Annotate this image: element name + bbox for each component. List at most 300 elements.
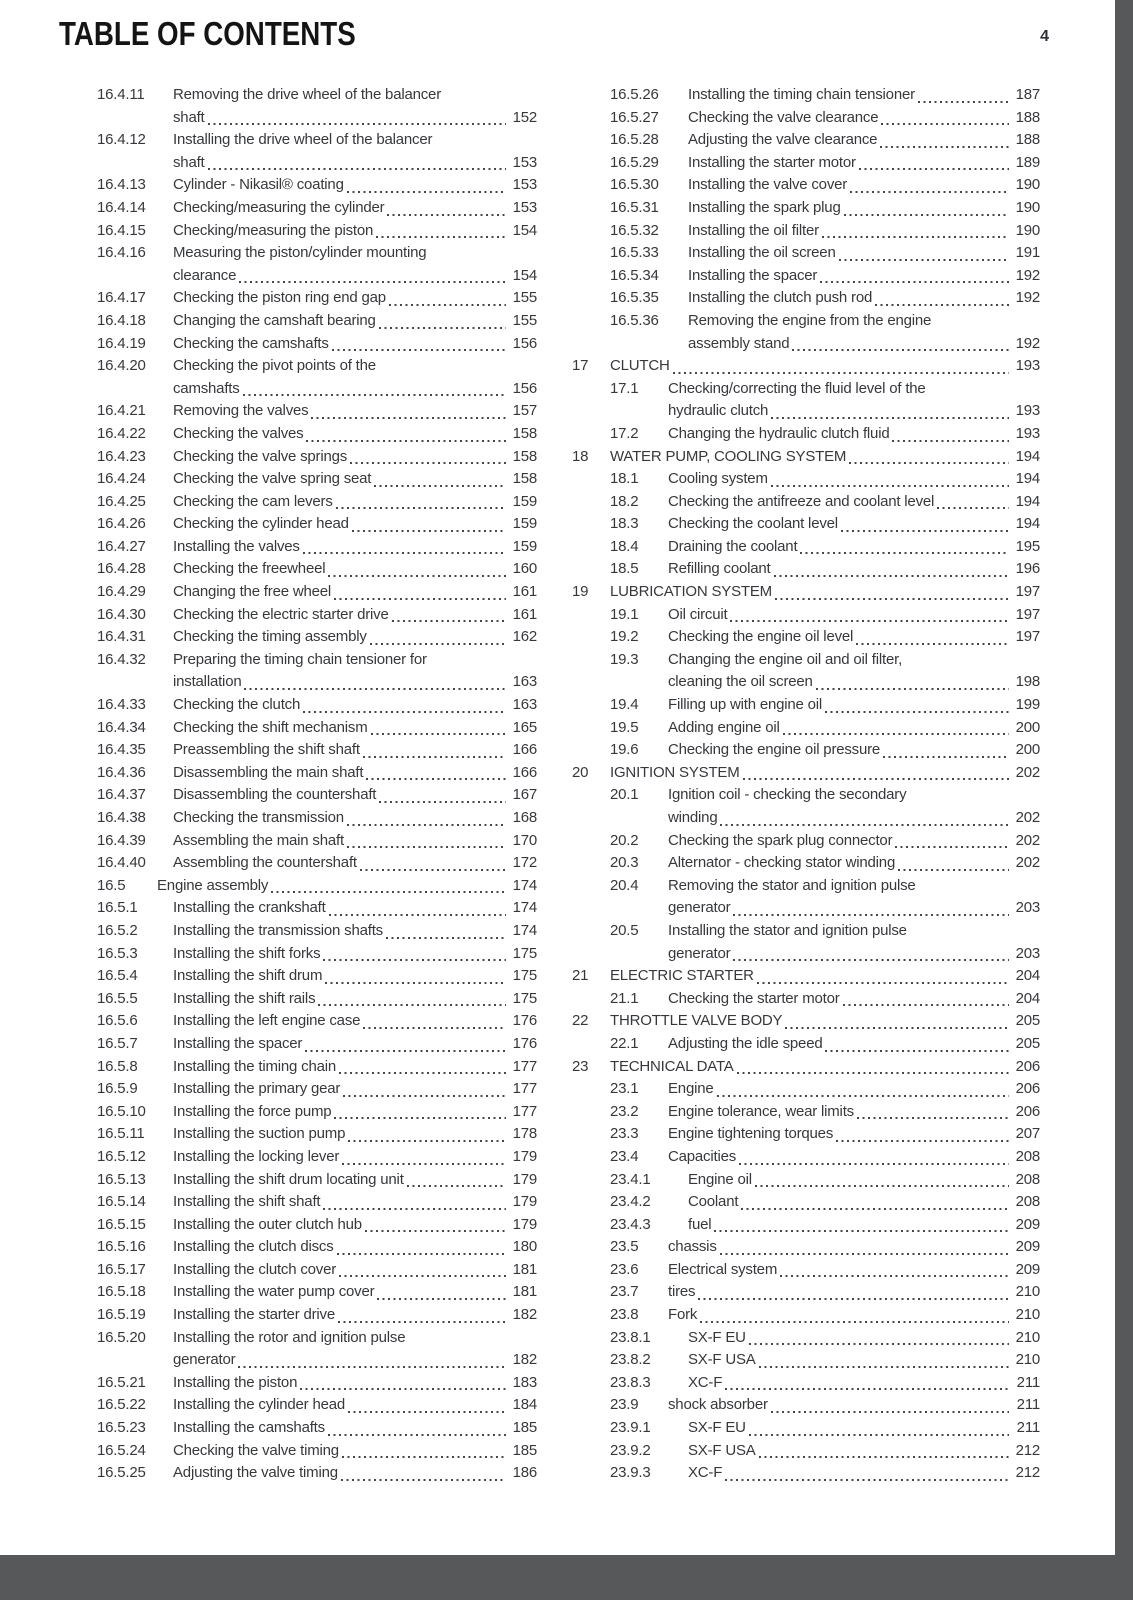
page-border-bottom bbox=[0, 1555, 1133, 1600]
toc-entry[interactable] bbox=[97, 897, 537, 920]
toc-entry[interactable] bbox=[572, 536, 1040, 559]
toc-entry-body bbox=[688, 197, 1040, 220]
toc-entry-body bbox=[610, 1056, 1040, 1079]
toc-entry-body bbox=[173, 1078, 537, 1101]
toc-entry-page: 163 bbox=[512, 673, 537, 691]
toc-entry[interactable] bbox=[97, 943, 537, 966]
toc-leader-dots bbox=[348, 1411, 506, 1413]
toc-leader-dots bbox=[238, 1366, 506, 1368]
toc-entry[interactable] bbox=[572, 1372, 1040, 1395]
toc-entry-page: 206 bbox=[1015, 1057, 1040, 1075]
toc-entry[interactable] bbox=[572, 220, 1040, 243]
toc-entry[interactable] bbox=[572, 988, 1040, 1011]
toc-entry-title: Changing the camshaft bearing bbox=[173, 311, 376, 329]
toc-entry[interactable] bbox=[572, 1169, 1040, 1192]
toc-entry-body bbox=[668, 513, 1040, 536]
toc-entry[interactable] bbox=[97, 1146, 537, 1169]
toc-entry[interactable] bbox=[572, 830, 1040, 853]
toc-entry[interactable] bbox=[572, 604, 1040, 627]
toc-entry-body bbox=[688, 310, 1040, 355]
toc-leader-dots bbox=[332, 349, 506, 351]
toc-entry[interactable] bbox=[572, 875, 1040, 920]
toc-entry-number: 16.5.16 bbox=[97, 1238, 146, 1256]
toc-entry-body bbox=[668, 1394, 1040, 1417]
toc-entry[interactable] bbox=[97, 1372, 537, 1395]
toc-entry[interactable] bbox=[572, 1394, 1040, 1417]
toc-entry-number: 23.8.2 bbox=[610, 1351, 651, 1369]
toc-leader-dots bbox=[342, 1456, 506, 1458]
toc-entry[interactable] bbox=[572, 468, 1040, 491]
toc-entry[interactable] bbox=[572, 1417, 1040, 1440]
toc-entry-title: Installing the clutch cover bbox=[173, 1260, 337, 1278]
toc-entry-number: 16.5 bbox=[97, 876, 126, 894]
toc-entry[interactable] bbox=[572, 1214, 1040, 1237]
toc-entry-body bbox=[173, 897, 537, 920]
toc-entry-title-line: Removing the drive wheel of the balancer bbox=[173, 86, 441, 103]
toc-leader-dots bbox=[918, 101, 1009, 103]
toc-entry[interactable] bbox=[97, 1078, 537, 1101]
toc-entry[interactable] bbox=[97, 310, 537, 333]
toc-entry[interactable] bbox=[97, 717, 537, 740]
toc-entry-title: Installing the crankshaft bbox=[173, 899, 326, 917]
toc-leader-dots bbox=[339, 1275, 506, 1277]
toc-entry-title: generator bbox=[173, 1351, 236, 1369]
toc-entry[interactable] bbox=[572, 694, 1040, 717]
toc-entry-number: 19.4 bbox=[610, 696, 639, 714]
toc-entry-title: winding bbox=[668, 809, 718, 826]
toc-entry-number: 20.3 bbox=[610, 854, 639, 872]
toc-entry[interactable] bbox=[572, 1146, 1040, 1169]
toc-entry[interactable] bbox=[97, 287, 537, 310]
toc-entry[interactable] bbox=[97, 1281, 537, 1304]
toc-entry-body bbox=[173, 220, 537, 243]
toc-entry-title: Installing the outer clutch hub bbox=[173, 1215, 362, 1233]
toc-entry[interactable] bbox=[97, 852, 537, 875]
toc-entry[interactable] bbox=[572, 107, 1040, 130]
toc-entry-title: Installing the cylinder head bbox=[173, 1396, 346, 1414]
toc-leader-dots bbox=[305, 1050, 506, 1052]
toc-entry-page: 194 bbox=[1015, 492, 1040, 510]
toc-entry[interactable] bbox=[572, 152, 1040, 175]
toc-entry[interactable] bbox=[572, 965, 1040, 988]
toc-entry[interactable] bbox=[572, 626, 1040, 649]
toc-entry[interactable] bbox=[572, 446, 1040, 469]
toc-entry-page: 192 bbox=[1015, 266, 1040, 284]
toc-entry-title: Installing the clutch discs bbox=[173, 1238, 334, 1256]
toc-leader-dots bbox=[303, 552, 506, 554]
toc-entry-page: 162 bbox=[512, 628, 537, 646]
toc-entry[interactable] bbox=[572, 1078, 1040, 1101]
toc-entry[interactable] bbox=[572, 491, 1040, 514]
toc-entry[interactable] bbox=[97, 875, 537, 898]
toc-entry[interactable] bbox=[572, 1191, 1040, 1214]
toc-entry-body bbox=[668, 852, 1040, 875]
toc-entry-body bbox=[173, 1169, 537, 1192]
toc-entry-page: 209 bbox=[1015, 1238, 1040, 1256]
toc-entry-number: 16.5.18 bbox=[97, 1283, 146, 1301]
toc-leader-dots bbox=[836, 1140, 1009, 1142]
toc-entry[interactable] bbox=[97, 1123, 537, 1146]
toc-entry[interactable] bbox=[97, 423, 537, 446]
toc-entry[interactable] bbox=[97, 242, 537, 287]
toc-entry[interactable] bbox=[97, 1259, 537, 1282]
page-border-right bbox=[1115, 0, 1133, 1600]
toc-entry[interactable] bbox=[97, 1327, 537, 1372]
toc-entry-number: 16.5.25 bbox=[97, 1464, 146, 1482]
toc-leader-dots bbox=[328, 575, 506, 577]
toc-entry-page: 205 bbox=[1015, 1012, 1040, 1030]
toc-entry[interactable] bbox=[572, 265, 1040, 288]
toc-entry-page: 206 bbox=[1015, 1080, 1040, 1098]
toc-entry-body bbox=[668, 423, 1040, 446]
toc-entry-body bbox=[173, 830, 537, 853]
toc-entry-body bbox=[668, 491, 1040, 514]
toc-entry[interactable] bbox=[97, 491, 537, 514]
toc-entry[interactable] bbox=[97, 1191, 537, 1214]
toc-leader-dots bbox=[717, 1095, 1009, 1097]
toc-entry-body bbox=[610, 1010, 1040, 1033]
toc-leader-dots bbox=[785, 1027, 1009, 1029]
toc-leader-dots bbox=[857, 1117, 1009, 1119]
toc-entry-title: installation bbox=[173, 673, 242, 691]
toc-entry-number: 16.5.36 bbox=[610, 311, 659, 329]
toc-entry[interactable] bbox=[97, 174, 537, 197]
toc-entry-page: 211 bbox=[1016, 1373, 1040, 1391]
toc-entry[interactable] bbox=[97, 333, 537, 356]
toc-entry-body bbox=[688, 220, 1040, 243]
toc-entry-body bbox=[173, 513, 537, 536]
toc-entry[interactable] bbox=[572, 129, 1040, 152]
toc-entry-title: Checking the cam levers bbox=[173, 492, 333, 510]
toc-entry[interactable] bbox=[97, 988, 537, 1011]
toc-entry-title: shaft bbox=[173, 153, 205, 171]
toc-entry-number: 16.5.9 bbox=[97, 1080, 138, 1098]
toc-leader-dots bbox=[243, 394, 506, 396]
toc-entry-body bbox=[668, 604, 1040, 627]
toc-leader-dots bbox=[376, 236, 506, 238]
toc-entry[interactable] bbox=[97, 762, 537, 785]
toc-entry-body bbox=[173, 1010, 537, 1033]
toc-entry[interactable] bbox=[97, 355, 537, 400]
toc-entry[interactable] bbox=[572, 355, 1040, 378]
toc-entry-title: Changing the hydraulic clutch fluid bbox=[668, 424, 890, 442]
toc-entry-page: 200 bbox=[1015, 741, 1040, 759]
toc-entry[interactable] bbox=[572, 1056, 1040, 1079]
toc-entry-body bbox=[173, 1214, 537, 1237]
toc-entry-body bbox=[173, 807, 537, 830]
toc-leader-dots bbox=[741, 1208, 1009, 1210]
toc-entry-number: 16.4.39 bbox=[97, 831, 146, 849]
toc-entry[interactable] bbox=[97, 694, 537, 717]
toc-entry-page: 192 bbox=[1015, 334, 1040, 352]
toc-entry-title: Adjusting the valve clearance bbox=[688, 131, 878, 149]
toc-leader-dots bbox=[347, 824, 506, 826]
toc-entry-page: 210 bbox=[1015, 1351, 1040, 1369]
toc-leader-dots bbox=[733, 959, 1009, 961]
toc-entry[interactable] bbox=[97, 1056, 537, 1079]
toc-leader-dots bbox=[780, 1275, 1009, 1277]
page-number: 4 bbox=[1040, 28, 1049, 45]
toc-entry-title-line: Removing the engine from the engine bbox=[688, 311, 932, 329]
toc-entry-number: 16.4.18 bbox=[97, 311, 146, 329]
toc-entry[interactable] bbox=[97, 1010, 537, 1033]
toc-entry[interactable] bbox=[572, 1327, 1040, 1350]
toc-leader-dots bbox=[771, 417, 1009, 419]
toc-entry-page: 153 bbox=[512, 153, 537, 171]
toc-entry-number: 16.5.34 bbox=[610, 266, 659, 284]
toc-entry[interactable] bbox=[97, 1304, 537, 1327]
toc-entry-title-line: Removing the stator and ignition pulse bbox=[668, 876, 916, 894]
toc-entry-title: Installing the shift rails bbox=[173, 989, 316, 1007]
toc-leader-dots bbox=[774, 575, 1010, 577]
toc-leader-dots bbox=[336, 507, 506, 509]
toc-entry[interactable] bbox=[572, 852, 1040, 875]
toc-entry[interactable] bbox=[97, 649, 537, 694]
toc-entry-page: 203 bbox=[1015, 899, 1040, 917]
toc-entry-page: 181 bbox=[512, 1260, 537, 1278]
toc-entry-number: 19.3 bbox=[610, 650, 639, 668]
toc-entry-page: 177 bbox=[512, 1080, 537, 1098]
toc-entry[interactable] bbox=[572, 581, 1040, 604]
toc-entry-page: 158 bbox=[512, 470, 537, 488]
toc-entry-number: 16.4.23 bbox=[97, 447, 146, 465]
toc-entry[interactable] bbox=[572, 287, 1040, 310]
toc-entry[interactable] bbox=[572, 762, 1040, 785]
toc-leader-dots bbox=[208, 168, 506, 170]
toc-entry[interactable] bbox=[97, 1033, 537, 1056]
toc-entry[interactable] bbox=[97, 1394, 537, 1417]
toc-entry-page: 183 bbox=[512, 1373, 537, 1391]
toc-entry-title: Checking the shift mechanism bbox=[173, 718, 368, 736]
toc-entry[interactable] bbox=[572, 1033, 1040, 1056]
toc-entry-title: Installing the timing chain bbox=[173, 1057, 337, 1075]
toc-entry-body bbox=[688, 242, 1040, 265]
toc-entry[interactable] bbox=[97, 400, 537, 423]
toc-leader-dots bbox=[783, 733, 1009, 735]
toc-entry[interactable] bbox=[97, 129, 537, 174]
toc-entry[interactable] bbox=[97, 84, 537, 129]
toc-entry[interactable] bbox=[572, 1236, 1040, 1259]
toc-entry[interactable] bbox=[97, 197, 537, 220]
toc-entry-title: IGNITION SYSTEM bbox=[610, 763, 740, 781]
toc-entry-title: Installing the spacer bbox=[688, 266, 818, 284]
toc-entry[interactable] bbox=[97, 513, 537, 536]
toc-entry-body bbox=[668, 1078, 1040, 1101]
toc-entry-page: 159 bbox=[512, 492, 537, 510]
toc-leader-dots bbox=[389, 304, 506, 306]
toc-entry[interactable] bbox=[97, 446, 537, 469]
toc-leader-dots bbox=[323, 1208, 506, 1210]
toc-entry-number: 16.4.11 bbox=[97, 86, 145, 103]
toc-entry[interactable] bbox=[97, 1462, 537, 1485]
toc-entry-title: fuel bbox=[688, 1215, 712, 1233]
toc-entry[interactable] bbox=[97, 536, 537, 559]
toc-leader-dots bbox=[841, 530, 1009, 532]
toc-entry-title: Installing the shift drum bbox=[173, 967, 323, 985]
toc-entry[interactable] bbox=[572, 1123, 1040, 1146]
toc-entry-page: 210 bbox=[1015, 1306, 1040, 1324]
toc-entry-body bbox=[173, 355, 537, 400]
toc-entry-page: 181 bbox=[512, 1283, 537, 1301]
toc-entry[interactable] bbox=[97, 1417, 537, 1440]
toc-entry-number: 23.5 bbox=[610, 1238, 639, 1256]
toc-entry[interactable] bbox=[97, 830, 537, 853]
toc-entry-page: 155 bbox=[512, 289, 537, 307]
toc-entry-page: 197 bbox=[1015, 628, 1040, 646]
toc-entry[interactable] bbox=[572, 717, 1040, 740]
toc-entry-number: 20.4 bbox=[610, 876, 639, 894]
toc-entry[interactable] bbox=[97, 1101, 537, 1124]
toc-entry-number: 16.4.31 bbox=[97, 628, 146, 646]
toc-entry-number: 23.4.2 bbox=[610, 1193, 651, 1211]
toc-entry-number: 23.9 bbox=[610, 1396, 639, 1414]
toc-entry[interactable] bbox=[572, 784, 1040, 829]
toc-entry[interactable] bbox=[572, 1462, 1040, 1485]
toc-entry-title-line: Installing the rotor and ignition pulse bbox=[173, 1328, 406, 1346]
toc-entry-number: 18.1 bbox=[610, 470, 639, 488]
toc-entry[interactable] bbox=[97, 468, 537, 491]
toc-entry-body bbox=[688, 107, 1040, 130]
toc-entry[interactable] bbox=[572, 1304, 1040, 1327]
toc-entry-number: 20.5 bbox=[610, 921, 639, 939]
toc-leader-dots bbox=[339, 1072, 506, 1074]
toc-entry-title: Checking/measuring the cylinder bbox=[173, 198, 385, 216]
toc-entry[interactable] bbox=[97, 1440, 537, 1463]
toc-entry-page: 186 bbox=[512, 1464, 537, 1482]
toc-entry-page: 158 bbox=[512, 424, 537, 442]
toc-entry[interactable] bbox=[572, 1259, 1040, 1282]
toc-entry[interactable] bbox=[572, 84, 1040, 107]
toc-entry[interactable] bbox=[572, 378, 1040, 423]
toc-entry-title: WATER PUMP, COOLING SYSTEM bbox=[610, 447, 847, 465]
toc-entry[interactable] bbox=[572, 310, 1040, 355]
toc-entry-number: 16.4.17 bbox=[97, 289, 146, 307]
toc-entry-number: 16.5.2 bbox=[97, 921, 138, 939]
toc-entry-title: Installing the transmission shafts bbox=[173, 921, 383, 939]
toc-entry[interactable] bbox=[97, 581, 537, 604]
toc-entry-number: 23.9.3 bbox=[610, 1464, 651, 1482]
toc-entry-page: 158 bbox=[512, 447, 537, 465]
toc-entry-body bbox=[173, 1033, 537, 1056]
toc-entry-page: 176 bbox=[512, 1034, 537, 1052]
toc-entry-body bbox=[173, 762, 537, 785]
toc-leader-dots bbox=[737, 1072, 1009, 1074]
toc-entry[interactable] bbox=[572, 649, 1040, 694]
toc-entry-number: 23.8 bbox=[610, 1306, 639, 1324]
toc-entry[interactable] bbox=[572, 920, 1040, 965]
toc-entry-title: Cooling system bbox=[668, 470, 768, 488]
toc-entry-number: 16.4.40 bbox=[97, 854, 146, 872]
toc-entry[interactable] bbox=[97, 739, 537, 762]
toc-entry-number: 23.4.3 bbox=[610, 1215, 651, 1233]
toc-entry[interactable] bbox=[572, 513, 1040, 536]
toc-entry-title-line: Checking/correcting the fluid level of the bbox=[668, 379, 926, 397]
toc-entry[interactable] bbox=[97, 965, 537, 988]
toc-entry[interactable] bbox=[97, 558, 537, 581]
toc-entry[interactable] bbox=[572, 1281, 1040, 1304]
toc-entry-page: 168 bbox=[512, 809, 537, 826]
toc-entry-body bbox=[668, 830, 1040, 853]
toc-entry-number: 16.4.35 bbox=[97, 741, 146, 759]
toc-entry-page: 202 bbox=[1015, 831, 1040, 849]
toc-entry[interactable] bbox=[97, 604, 537, 627]
toc-entry[interactable] bbox=[572, 739, 1040, 762]
toc-entry-page: 200 bbox=[1015, 718, 1040, 736]
toc-entry-body bbox=[173, 965, 537, 988]
toc-entry[interactable] bbox=[97, 220, 537, 243]
toc-leader-dots bbox=[839, 259, 1009, 261]
toc-entry-body bbox=[173, 604, 537, 627]
toc-entry[interactable] bbox=[572, 242, 1040, 265]
toc-leader-dots bbox=[700, 1321, 1009, 1323]
toc-entry[interactable] bbox=[572, 558, 1040, 581]
toc-entry-title: Installing the starter drive bbox=[173, 1306, 335, 1324]
toc-entry-title: Adjusting the idle speed bbox=[668, 1034, 823, 1052]
toc-entry-title: Assembling the countershaft bbox=[173, 854, 357, 872]
toc-entry[interactable] bbox=[572, 1440, 1040, 1463]
toc-entry-body bbox=[668, 558, 1040, 581]
toc-entry-page: 188 bbox=[1015, 131, 1040, 149]
toc-leader-dots bbox=[820, 281, 1009, 283]
toc-entry-body bbox=[173, 649, 537, 694]
toc-entry-body bbox=[610, 965, 1040, 988]
toc-entry-title: Preassembling the shift shaft bbox=[173, 741, 360, 759]
toc-entry-title: Checking the valves bbox=[173, 424, 304, 442]
toc-entry-body bbox=[173, 1146, 537, 1169]
toc-entry[interactable] bbox=[572, 1101, 1040, 1124]
toc-entry-body bbox=[668, 1101, 1040, 1124]
toc-entry-page: 178 bbox=[512, 1125, 537, 1143]
toc-leader-dots bbox=[386, 937, 506, 939]
toc-entry-title: Alternator - checking stator winding bbox=[668, 854, 896, 872]
toc-entry-body bbox=[688, 152, 1040, 175]
toc-entry[interactable] bbox=[572, 197, 1040, 220]
toc-entry-number: 16.5.10 bbox=[97, 1102, 146, 1120]
toc-entry[interactable] bbox=[97, 807, 537, 830]
toc-entry[interactable] bbox=[97, 1214, 537, 1237]
toc-entry[interactable] bbox=[572, 423, 1040, 446]
toc-entry-body bbox=[173, 536, 537, 559]
toc-entry-body bbox=[157, 875, 537, 898]
toc-entry[interactable] bbox=[97, 784, 537, 807]
toc-entry-number: 16.4.34 bbox=[97, 718, 146, 736]
toc-entry-number: 16.5.15 bbox=[97, 1215, 146, 1233]
toc-entry-page: 202 bbox=[1015, 854, 1040, 872]
toc-entry-page: 175 bbox=[512, 944, 537, 962]
toc-leader-dots bbox=[822, 236, 1009, 238]
toc-entry[interactable] bbox=[572, 1349, 1040, 1372]
toc-entry[interactable] bbox=[572, 1010, 1040, 1033]
toc-entry[interactable] bbox=[97, 920, 537, 943]
toc-entry-page: 175 bbox=[512, 989, 537, 1007]
toc-entry-body bbox=[668, 1146, 1040, 1169]
toc-entry-title: Installing the shift shaft bbox=[173, 1193, 321, 1211]
toc-entry-number: 23 bbox=[572, 1057, 589, 1075]
toc-entry-number: 16.5.11 bbox=[97, 1125, 145, 1143]
toc-entry[interactable] bbox=[97, 1169, 537, 1192]
toc-entry-page: 199 bbox=[1015, 696, 1040, 714]
toc-entry-title: Checking the transmission bbox=[173, 809, 344, 826]
toc-leader-dots bbox=[816, 688, 1009, 690]
toc-entry[interactable] bbox=[97, 626, 537, 649]
toc-entry-page: 202 bbox=[1015, 763, 1040, 781]
toc-entry[interactable] bbox=[572, 174, 1040, 197]
toc-entry-title: Cylinder - Nikasil® coating bbox=[173, 176, 344, 194]
toc-entry[interactable] bbox=[97, 1236, 537, 1259]
toc-entry-body bbox=[173, 558, 537, 581]
toc-leader-dots bbox=[743, 778, 1009, 780]
toc-entry-title: Installing the shift drum locating unit bbox=[173, 1170, 404, 1188]
